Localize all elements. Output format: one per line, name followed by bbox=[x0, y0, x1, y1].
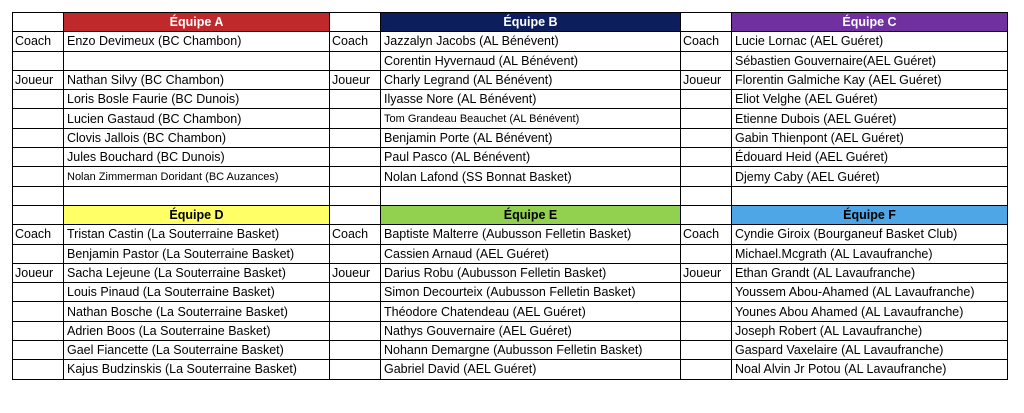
blank-cell[interactable] bbox=[13, 186, 64, 205]
blank-cell[interactable] bbox=[330, 205, 381, 224]
role-cell[interactable] bbox=[330, 283, 381, 302]
player-name-cell[interactable]: Eliot Velghe (AEL Guéret) bbox=[732, 90, 1008, 109]
role-cell[interactable] bbox=[13, 283, 64, 302]
team-header[interactable]: Équipe F bbox=[732, 205, 1008, 224]
blank-cell[interactable] bbox=[732, 186, 1008, 205]
team-header[interactable]: Équipe E bbox=[381, 205, 681, 224]
role-cell[interactable]: Joueur bbox=[13, 70, 64, 89]
table-row bbox=[13, 167, 1008, 186]
table-row bbox=[13, 244, 1008, 263]
player-name-cell[interactable]: Édouard Heid (AEL Guéret) bbox=[732, 148, 1008, 167]
player-name-cell[interactable]: Cyndie Giroix (Bourganeuf Basket Club) bbox=[732, 225, 1008, 244]
role-cell[interactable] bbox=[330, 109, 381, 128]
player-name-cell[interactable]: Clovis Jallois (BC Chambon) bbox=[64, 128, 330, 147]
player-name-cell[interactable]: Nohann Demargne (Aubusson Felletin Basket) bbox=[381, 341, 681, 360]
role-cell[interactable] bbox=[681, 109, 732, 128]
table-row bbox=[13, 302, 1008, 321]
player-name-cell[interactable]: Gabin Thienpont (AEL Guéret) bbox=[732, 128, 1008, 147]
team-header[interactable]: Équipe D bbox=[64, 205, 330, 224]
role-cell[interactable]: Coach bbox=[330, 32, 381, 51]
role-cell[interactable]: Coach bbox=[13, 225, 64, 244]
player-name-cell[interactable]: Cassien Arnaud (AEL Guéret) bbox=[381, 244, 681, 263]
player-name-cell[interactable]: Youssem Abou-Ahamed (AL Lavaufranche) bbox=[732, 283, 1008, 302]
role-cell[interactable] bbox=[13, 90, 64, 109]
role-cell[interactable] bbox=[681, 128, 732, 147]
role-cell[interactable] bbox=[681, 302, 732, 321]
player-name-cell[interactable]: Younes Abou Ahamed (AL Lavaufranche) bbox=[732, 302, 1008, 321]
player-name-cell[interactable]: Loris Bosle Faurie (BC Dunois) bbox=[64, 90, 330, 109]
player-name-cell[interactable]: Tristan Castin (La Souterraine Basket) bbox=[64, 225, 330, 244]
team-header[interactable]: Équipe A bbox=[64, 13, 330, 32]
table-row bbox=[13, 70, 1008, 89]
player-name-cell[interactable]: Sacha Lejeune (La Souterraine Basket) bbox=[64, 263, 330, 282]
spacer-row bbox=[13, 186, 1008, 205]
role-cell[interactable] bbox=[330, 302, 381, 321]
table-row bbox=[13, 225, 1008, 244]
player-name-cell[interactable]: Nathan Silvy (BC Chambon) bbox=[64, 70, 330, 89]
role-cell[interactable] bbox=[13, 244, 64, 263]
role-cell[interactable] bbox=[13, 109, 64, 128]
table-row bbox=[13, 283, 1008, 302]
player-name-cell[interactable]: Louis Pinaud (La Souterraine Basket) bbox=[64, 283, 330, 302]
role-cell[interactable] bbox=[13, 167, 64, 186]
role-cell[interactable] bbox=[330, 321, 381, 340]
player-name-cell[interactable]: Benjamin Porte (AL Bénévent) bbox=[381, 128, 681, 147]
role-cell[interactable] bbox=[681, 90, 732, 109]
table-row bbox=[13, 321, 1008, 340]
role-cell[interactable]: Coach bbox=[681, 32, 732, 51]
player-name-cell[interactable]: Corentin Hyvernaud (AL Bénévent) bbox=[381, 51, 681, 70]
role-cell[interactable] bbox=[13, 148, 64, 167]
player-name-cell[interactable]: Etienne Dubois (AEL Guéret) bbox=[732, 109, 1008, 128]
role-cell[interactable] bbox=[330, 128, 381, 147]
player-name-cell[interactable] bbox=[64, 51, 330, 70]
role-cell[interactable] bbox=[13, 341, 64, 360]
player-name-cell[interactable]: Ethan Grandt (AL Lavaufranche) bbox=[732, 263, 1008, 282]
player-name-cell[interactable]: Nathys Gouvernaire (AEL Guéret) bbox=[381, 321, 681, 340]
table-row bbox=[13, 360, 1008, 379]
role-cell[interactable] bbox=[681, 321, 732, 340]
player-name-cell[interactable]: Lucie Lornac (AEL Guéret) bbox=[732, 32, 1008, 51]
role-cell[interactable]: Joueur bbox=[330, 70, 381, 89]
player-name-cell[interactable]: Charly Legrand (AL Bénévent) bbox=[381, 70, 681, 89]
blank-cell[interactable] bbox=[330, 186, 381, 205]
teams-spreadsheet bbox=[12, 12, 1008, 380]
blank-cell[interactable] bbox=[330, 13, 381, 32]
role-cell[interactable]: Joueur bbox=[681, 70, 732, 89]
player-name-cell[interactable]: Michael.Mcgrath (AL Lavaufranche) bbox=[732, 244, 1008, 263]
blank-cell[interactable] bbox=[64, 186, 330, 205]
table-row bbox=[13, 109, 1008, 128]
blank-cell[interactable] bbox=[381, 186, 681, 205]
role-cell[interactable] bbox=[681, 51, 732, 70]
role-cell[interactable] bbox=[681, 244, 732, 263]
role-cell[interactable]: Coach bbox=[681, 225, 732, 244]
player-name-cell[interactable]: Gabriel David (AEL Guéret) bbox=[381, 360, 681, 379]
table-row bbox=[13, 128, 1008, 147]
player-name-cell[interactable]: Djemy Caby (AEL Guéret) bbox=[732, 167, 1008, 186]
player-name-cell[interactable]: Jazzalyn Jacobs (AL Bénévent) bbox=[381, 32, 681, 51]
role-cell[interactable] bbox=[681, 360, 732, 379]
blank-cell[interactable] bbox=[13, 13, 64, 32]
player-name-cell[interactable]: Joseph Robert (AL Lavaufranche) bbox=[732, 321, 1008, 340]
player-name-cell[interactable]: Simon Decourteix (Aubusson Felletin Basket) bbox=[381, 283, 681, 302]
role-cell[interactable] bbox=[13, 360, 64, 379]
player-name-cell[interactable]: Gael Fiancette (La Souterraine Basket) bbox=[64, 341, 330, 360]
blank-cell[interactable] bbox=[13, 205, 64, 224]
role-cell[interactable] bbox=[681, 167, 732, 186]
player-name-cell[interactable]: Darius Robu (Aubusson Felletin Basket) bbox=[381, 263, 681, 282]
role-cell[interactable] bbox=[13, 51, 64, 70]
role-cell[interactable]: Coach bbox=[330, 225, 381, 244]
player-name-cell[interactable]: Théodore Chatendeau (AEL Guéret) bbox=[381, 302, 681, 321]
role-cell[interactable] bbox=[330, 90, 381, 109]
blank-cell[interactable] bbox=[681, 205, 732, 224]
player-name-cell[interactable]: Lucien Gastaud (BC Chambon) bbox=[64, 109, 330, 128]
role-cell[interactable] bbox=[13, 302, 64, 321]
role-cell[interactable] bbox=[681, 283, 732, 302]
role-cell[interactable] bbox=[330, 167, 381, 186]
player-name-cell[interactable]: Nolan Lafond (SS Bonnat Basket) bbox=[381, 167, 681, 186]
player-name-cell[interactable]: Baptiste Malterre (Aubusson Felletin Basket) bbox=[381, 225, 681, 244]
player-name-cell[interactable]: Adrien Boos (La Souterraine Basket) bbox=[64, 321, 330, 340]
role-cell[interactable] bbox=[330, 341, 381, 360]
player-name-cell[interactable]: Benjamin Pastor (La Souterraine Basket) bbox=[64, 244, 330, 263]
team-header-row bbox=[13, 13, 1008, 32]
role-cell[interactable] bbox=[681, 148, 732, 167]
role-cell[interactable]: Joueur bbox=[681, 263, 732, 282]
table-row bbox=[13, 263, 1008, 282]
player-name-cell[interactable]: Paul Pasco (AL Bénévent) bbox=[381, 148, 681, 167]
player-name-cell[interactable]: Ilyasse Nore (AL Bénévent) bbox=[381, 90, 681, 109]
blank-cell[interactable] bbox=[681, 186, 732, 205]
table-row bbox=[13, 32, 1008, 51]
table-row bbox=[13, 148, 1008, 167]
player-name-cell[interactable]: Gaspard Vaxelaire (AL Lavaufranche) bbox=[732, 341, 1008, 360]
player-name-cell[interactable]: Nolan Zimmerman Doridant (BC Auzances) bbox=[64, 167, 330, 186]
player-name-cell[interactable]: Florentin Galmiche Kay (AEL Guéret) bbox=[732, 70, 1008, 89]
table-row bbox=[13, 90, 1008, 109]
role-cell[interactable] bbox=[330, 360, 381, 379]
team-header-row bbox=[13, 205, 1008, 224]
player-name-cell[interactable]: Tom Grandeau Beauchet (AL Bénévent) bbox=[381, 109, 681, 128]
player-name-cell[interactable]: Jules Bouchard (BC Dunois) bbox=[64, 148, 330, 167]
role-cell[interactable] bbox=[330, 148, 381, 167]
player-name-cell[interactable]: Kajus Budzinskis (La Souterraine Basket) bbox=[64, 360, 330, 379]
role-cell[interactable] bbox=[330, 51, 381, 70]
player-name-cell[interactable]: Sébastien Gouvernaire(AEL Guéret) bbox=[732, 51, 1008, 70]
table-row bbox=[13, 341, 1008, 360]
role-cell[interactable]: Joueur bbox=[13, 263, 64, 282]
player-name-cell[interactable]: Enzo Devimeux (BC Chambon) bbox=[64, 32, 330, 51]
role-cell[interactable] bbox=[681, 341, 732, 360]
player-name-cell[interactable]: Nathan Bosche (La Souterraine Basket) bbox=[64, 302, 330, 321]
role-cell[interactable]: Coach bbox=[13, 32, 64, 51]
role-cell[interactable]: Joueur bbox=[330, 263, 381, 282]
role-cell[interactable] bbox=[13, 321, 64, 340]
player-name-cell[interactable]: Noal Alvin Jr Potou (AL Lavaufranche) bbox=[732, 360, 1008, 379]
role-cell[interactable] bbox=[330, 244, 381, 263]
table-row bbox=[13, 51, 1008, 70]
role-cell[interactable] bbox=[13, 128, 64, 147]
team-header[interactable]: Équipe C bbox=[732, 13, 1008, 32]
blank-cell[interactable] bbox=[681, 13, 732, 32]
team-header[interactable]: Équipe B bbox=[381, 13, 681, 32]
